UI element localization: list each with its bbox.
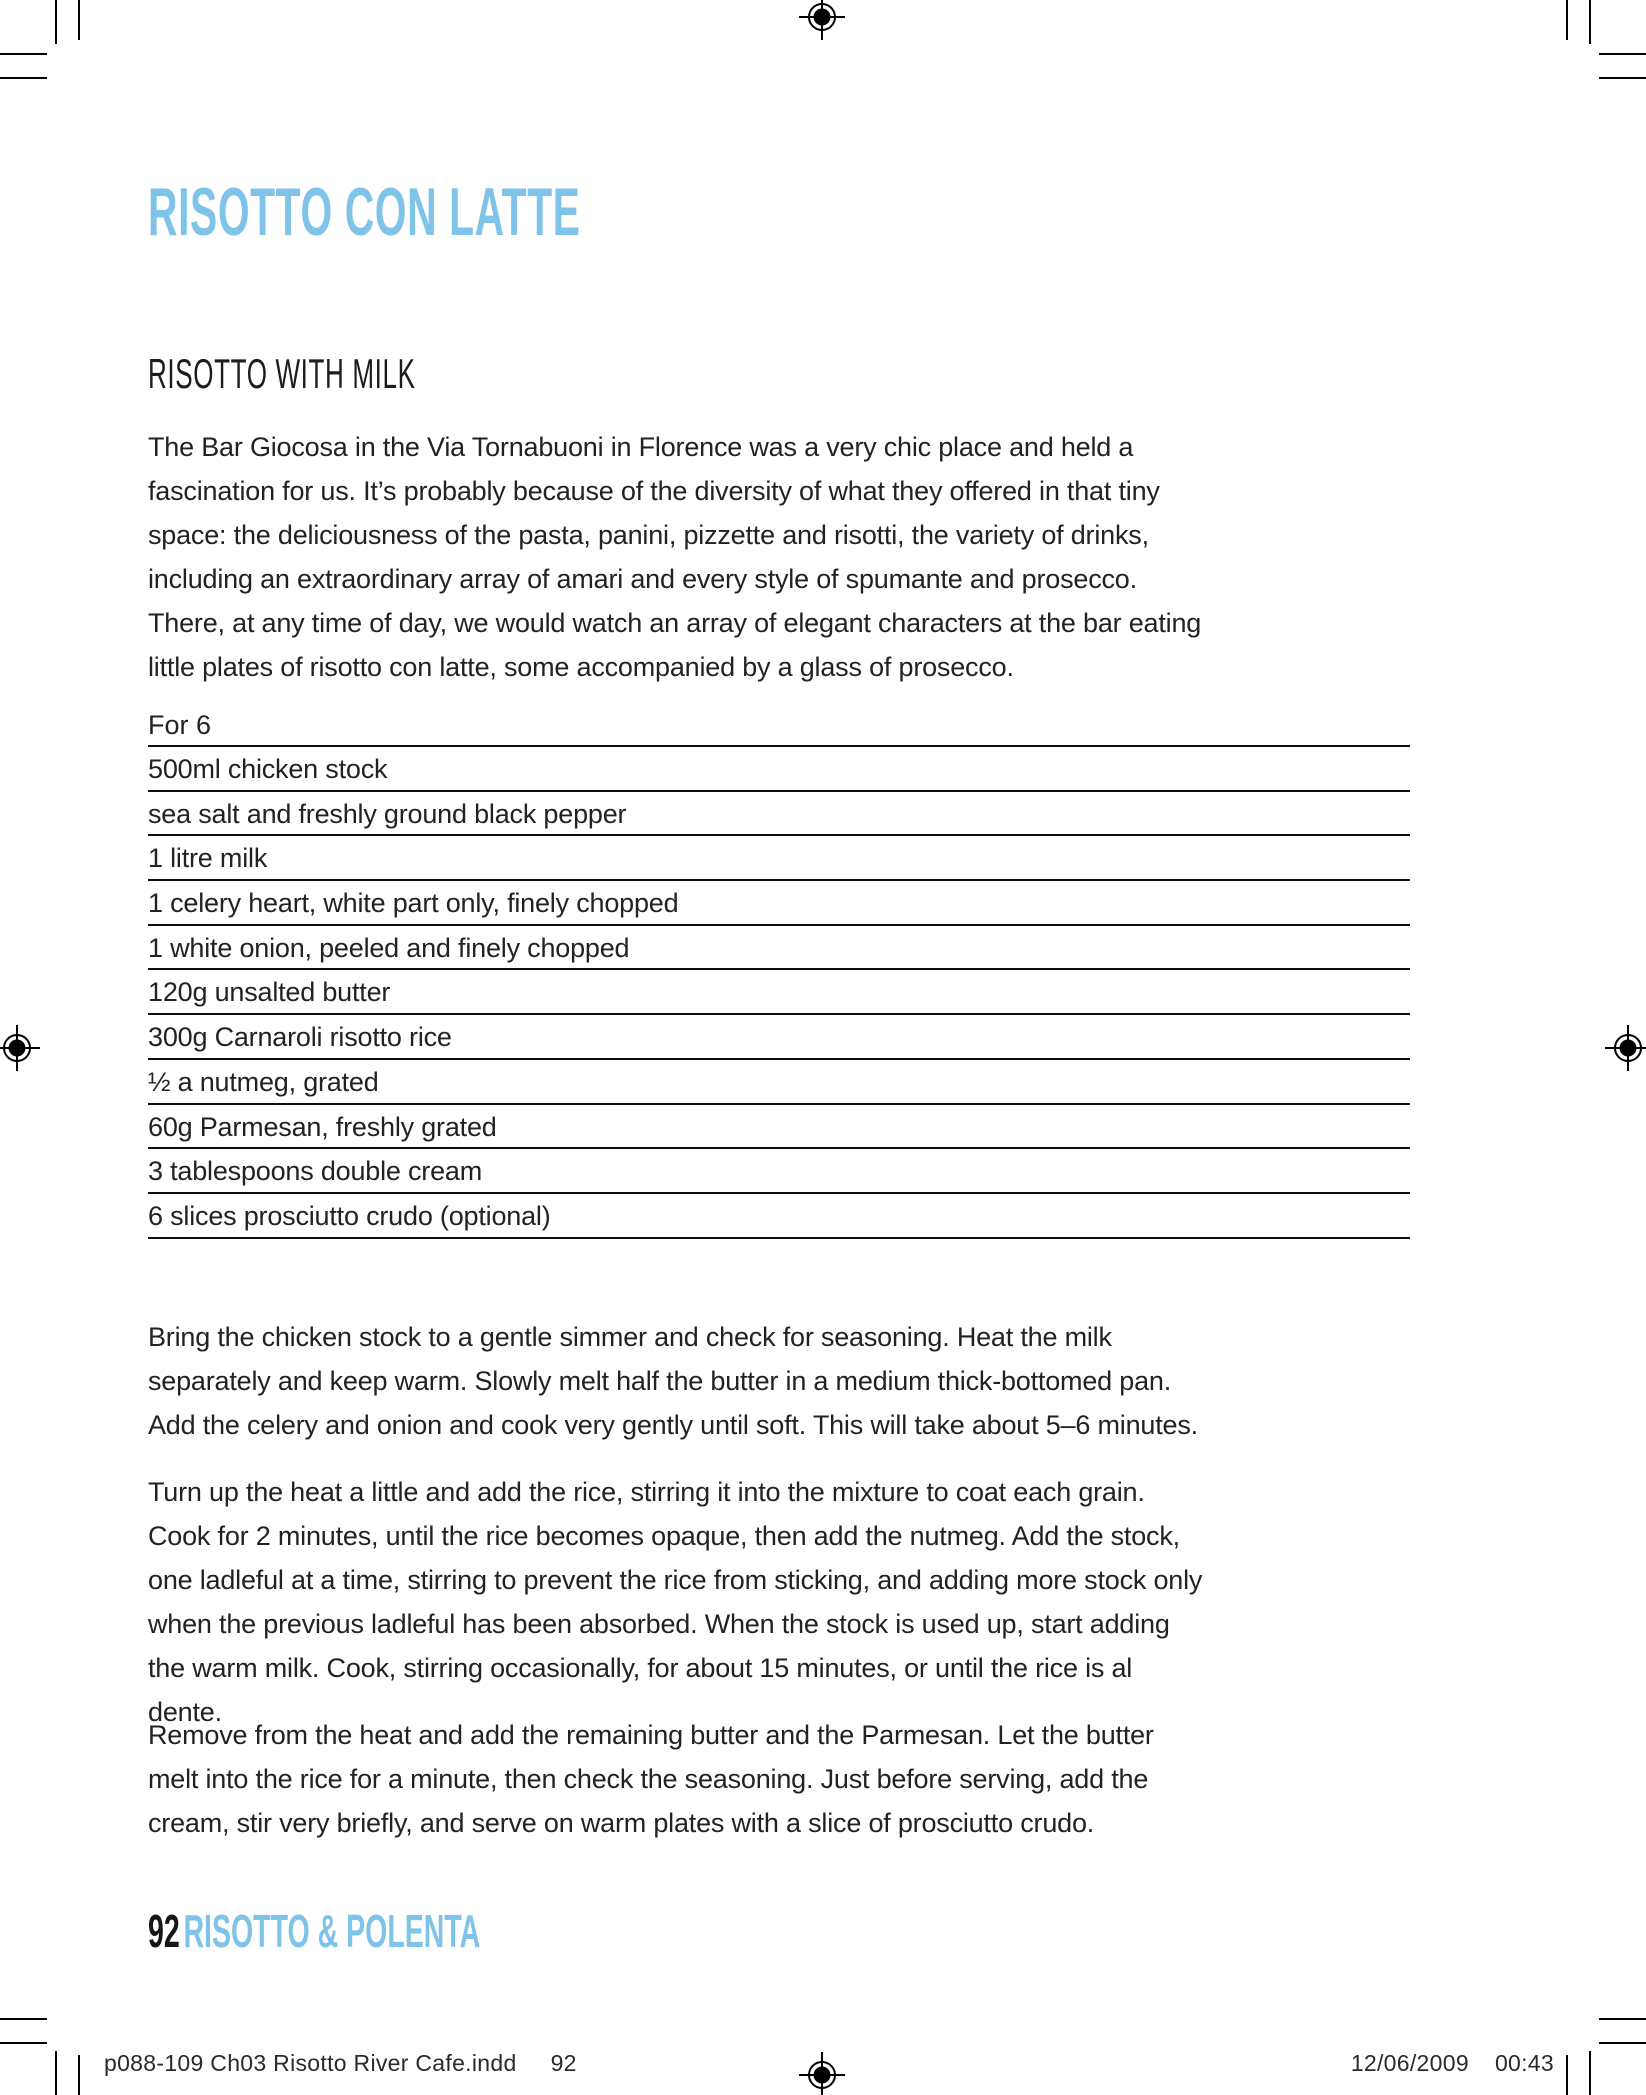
crop-mark (0, 53, 47, 55)
crop-mark (1599, 77, 1646, 79)
ingredient-row (148, 968, 1410, 1013)
ingredient-text: 1 white onion, peeled and finely chopped (148, 932, 630, 963)
print-slug-file (104, 2050, 577, 2077)
ingredient-text: sea salt and freshly ground black pepper (148, 798, 627, 829)
slug-date: 12/06/2009 (1350, 2050, 1469, 2076)
ingredient-row (148, 1147, 1410, 1192)
ingredient-text: 3 tablespoons double cream (148, 1156, 483, 1187)
slug-time: 00:43 (1494, 2050, 1554, 2076)
recipe-subtitle-text: RISOTTO WITH MILK (148, 349, 416, 397)
ingredient-row (148, 1058, 1410, 1103)
crop-mark (1589, 0, 1591, 44)
method-paragraph: Remove from the heat and add the remaining butter and the Parmesan. Let the butter melt into the rice for a minute, then check the seasoning. Just before serving, add the cream, stir very briefly, and serve on warm plates with a slice of prosciutto crudo. (148, 1720, 1154, 1838)
ingredients-list (148, 745, 1410, 1239)
crop-mark (78, 2055, 80, 2095)
ingredient-row (148, 745, 1410, 790)
slug-page-number: 92 (550, 2050, 577, 2076)
crop-mark (55, 0, 57, 44)
crop-mark (1599, 53, 1646, 55)
page-number: 92 (148, 1905, 180, 1957)
recipe-title (148, 173, 869, 250)
crop-mark (0, 2018, 47, 2020)
recipe-subtitle (148, 349, 580, 397)
recipe-title-text: RISOTTO CON LATTE (148, 173, 581, 250)
ingredient-text: 1 celery heart, white part only, finely chopped (148, 888, 679, 919)
serving-label: For 6 (148, 710, 212, 740)
crop-mark (0, 77, 47, 79)
ingredient-row (148, 1103, 1410, 1148)
method-paragraph: Bring the chicken stock to a gentle simmer and check for seasoning. Heat the milk separately and keep warm. Slowly melt half the butter in a medium thick-bottomed pan. Add the celery and onion and cook very gently until soft. This will take about 5–6 minutes. (148, 1322, 1198, 1440)
crop-mark (1566, 2055, 1568, 2095)
ingredient-row (148, 790, 1410, 835)
crop-mark (0, 2042, 47, 2044)
footer-inner (148, 1905, 481, 1957)
crop-mark (1589, 2051, 1591, 2095)
ingredient-row (148, 1013, 1410, 1058)
ingredient-text: 60g Parmesan, freshly grated (148, 1111, 497, 1142)
registration-mark-icon (798, 2051, 846, 2095)
ingredient-text: 300g Carnaroli risotto rice (148, 1022, 452, 1053)
method-paragraph: Turn up the heat a little and add the rice, stirring it into the mixture to coat each grain. Cook for 2 minutes, until the rice becomes opaque, then add the nutmeg. Add the stock, one ladleful at a time, stirring to prevent the rice from sticking, and adding more stock only when the previous ladleful has been absorbed. When the stock is used up, start adding the warm milk. Cook, stirring occasionally, for about 15 minutes, or until the rice is al dente. (148, 1477, 1203, 1727)
slug-filename: p088-109 Ch03 Risotto River Cafe.indd (104, 2050, 517, 2076)
registration-mark-icon (1604, 1024, 1646, 1072)
ingredient-row (148, 879, 1410, 924)
crop-mark (1599, 2042, 1646, 2044)
ingredient-text: 120g unsalted butter (148, 977, 391, 1008)
ingredient-text: 6 slices prosciutto crudo (optional) (148, 1200, 551, 1231)
intro-paragraph: The Bar Giocosa in the Via Tornabuoni in Florence was a very chic place and held a fascination for us. It’s probably because of the diversity of what they offered in that tiny space: the deliciousness of the pasta, panini, pizzette and risotti, the variety of drinks, including an extraordinary array of amari and every style of spumante and prosecco. There, at any time of day, we would watch an array of elegant characters at the bar eating little plates of risotto con latte, some accompanied by a glass of prosecco. (148, 432, 1202, 682)
crop-mark (1599, 2018, 1646, 2020)
crop-mark (55, 2051, 57, 2095)
ingredient-row (148, 834, 1410, 879)
crop-mark (78, 0, 80, 40)
ingredient-row (148, 1192, 1410, 1239)
section-title: RISOTTO & POLENTA (183, 1905, 481, 1957)
ingredient-row (148, 924, 1410, 969)
ingredient-text: ½ a nutmeg, grated (148, 1066, 379, 1097)
print-slug-datetime (1351, 2050, 1554, 2077)
ingredient-text: 500ml chicken stock (148, 754, 388, 784)
registration-mark-icon (0, 1024, 41, 1072)
ingredient-text: 1 litre milk (148, 843, 268, 874)
page-footer (148, 1905, 684, 1957)
crop-mark (1566, 0, 1568, 40)
registration-mark-icon (798, 0, 846, 41)
